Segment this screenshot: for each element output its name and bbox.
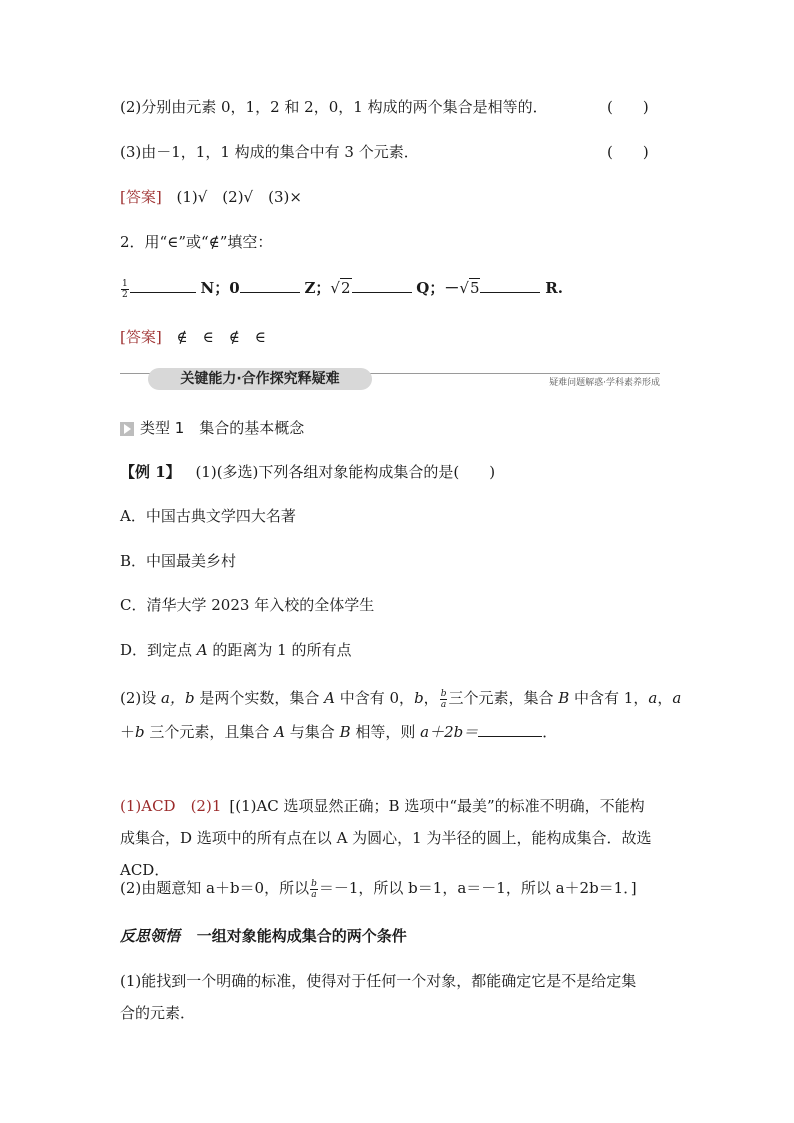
fraction-one-half: $\frac{1}{2}$	[122, 278, 128, 300]
solution-answer: (1)ACD (2)1	[120, 797, 222, 815]
answer-line-1	[120, 187, 302, 207]
answer-body: ∉ ∈ ∉ ∈	[176, 328, 266, 346]
banner-subtitle: 疑难问题解惑·学科素养形成	[549, 378, 660, 388]
answer-label: [答案]	[120, 328, 162, 346]
blank-1	[130, 278, 196, 293]
answer-body: (1)√ (2)√ (3)×	[176, 188, 302, 206]
reflection-para-1: (1)能找到一个明确的标准，使得对于任何一个对象，都能确定它是不是给定集	[120, 972, 637, 990]
judgement-item-3: (3)由－1，1，1 构成的集合中有 3 个元素．	[120, 143, 419, 161]
set-q-text: Q；－	[416, 279, 460, 297]
option-b: B．中国最美乡村	[120, 552, 237, 570]
solution-line-3: ACD．	[120, 861, 170, 879]
blank-3	[352, 278, 412, 293]
blank-4	[480, 278, 540, 293]
solution-line-1: (1)ACD (2)1 [(1)AC 选项显然正确；B 选项中“最美”的标准不明确，不能构	[120, 797, 645, 815]
answer-parentheses-3: ( )	[607, 143, 649, 161]
example-part-2-line-1: (2)设 a，b 是两个实数，集合 A 中含有 0，b， $\frac{b}{a}$ 三个元素，集合 B 中含有 1，a，a	[120, 688, 682, 710]
example-stem-text: (1)(多选)下列各组对象能构成集合的是( )	[195, 463, 496, 481]
set-r-text: R.	[545, 279, 563, 297]
solution-line-4: (2)由题意知 a＋b＝0，所以 $\frac{b}{a}$ ＝－1，所以 b＝1，a＝－1，所以 a＋2b＝1．]	[120, 878, 637, 900]
set-n-text: N；0	[200, 279, 240, 297]
question-2-title: 2．用“∈”或“∉”填空：	[120, 233, 273, 251]
example-label: 【例 1】	[120, 463, 181, 481]
type-heading	[120, 418, 304, 438]
answer-line-2	[120, 327, 266, 347]
example-1-stem	[120, 462, 495, 482]
judgement-item-2: (2)分别由元素 0，1，2 和 2，0，1 构成的两个集合是相等的．	[120, 98, 548, 116]
reflection-label: 反思领悟	[120, 927, 181, 945]
section-banner	[120, 368, 660, 392]
answer-parentheses-2: ( )	[607, 98, 649, 116]
blank-answer	[478, 722, 542, 737]
fraction-b-over-a: $\frac{b}{a}$	[440, 688, 447, 710]
example-part-2-line-2: ＋b 三个元素，且集合 A 与集合 B 相等，则 a＋2b＝ ．	[120, 723, 558, 741]
type-heading-label: 类型 1 集合的基本概念	[140, 419, 305, 437]
reflection-para-2: 合的元素．	[120, 1004, 196, 1022]
blank-2	[240, 278, 300, 293]
option-a: A．中国古典文学四大名著	[120, 507, 296, 525]
banner-title: 关键能力·合作探究释疑难	[148, 368, 372, 390]
sqrt-5: √5	[459, 279, 480, 297]
play-triangle-icon	[120, 422, 134, 436]
option-c: C．清华大学 2023 年入校的全体学生	[120, 596, 375, 614]
option-d: D．到定点 A 的距离为 1 的所有点	[120, 641, 352, 659]
solution-line-2: 成集合，D 选项中的所有点在以 A 为圆心，1 为半径的圆上，能构成集合．故选	[120, 829, 652, 847]
fill-in-line	[120, 278, 563, 300]
set-z-text: Z；	[304, 279, 331, 297]
reflection-heading	[120, 926, 407, 946]
sqrt-2: √2	[330, 279, 351, 297]
answer-label: [答案]	[120, 188, 162, 206]
reflection-title: 一组对象能构成集合的两个条件	[196, 927, 407, 945]
fraction-b-over-a-solution: $\frac{b}{a}$	[311, 878, 317, 900]
